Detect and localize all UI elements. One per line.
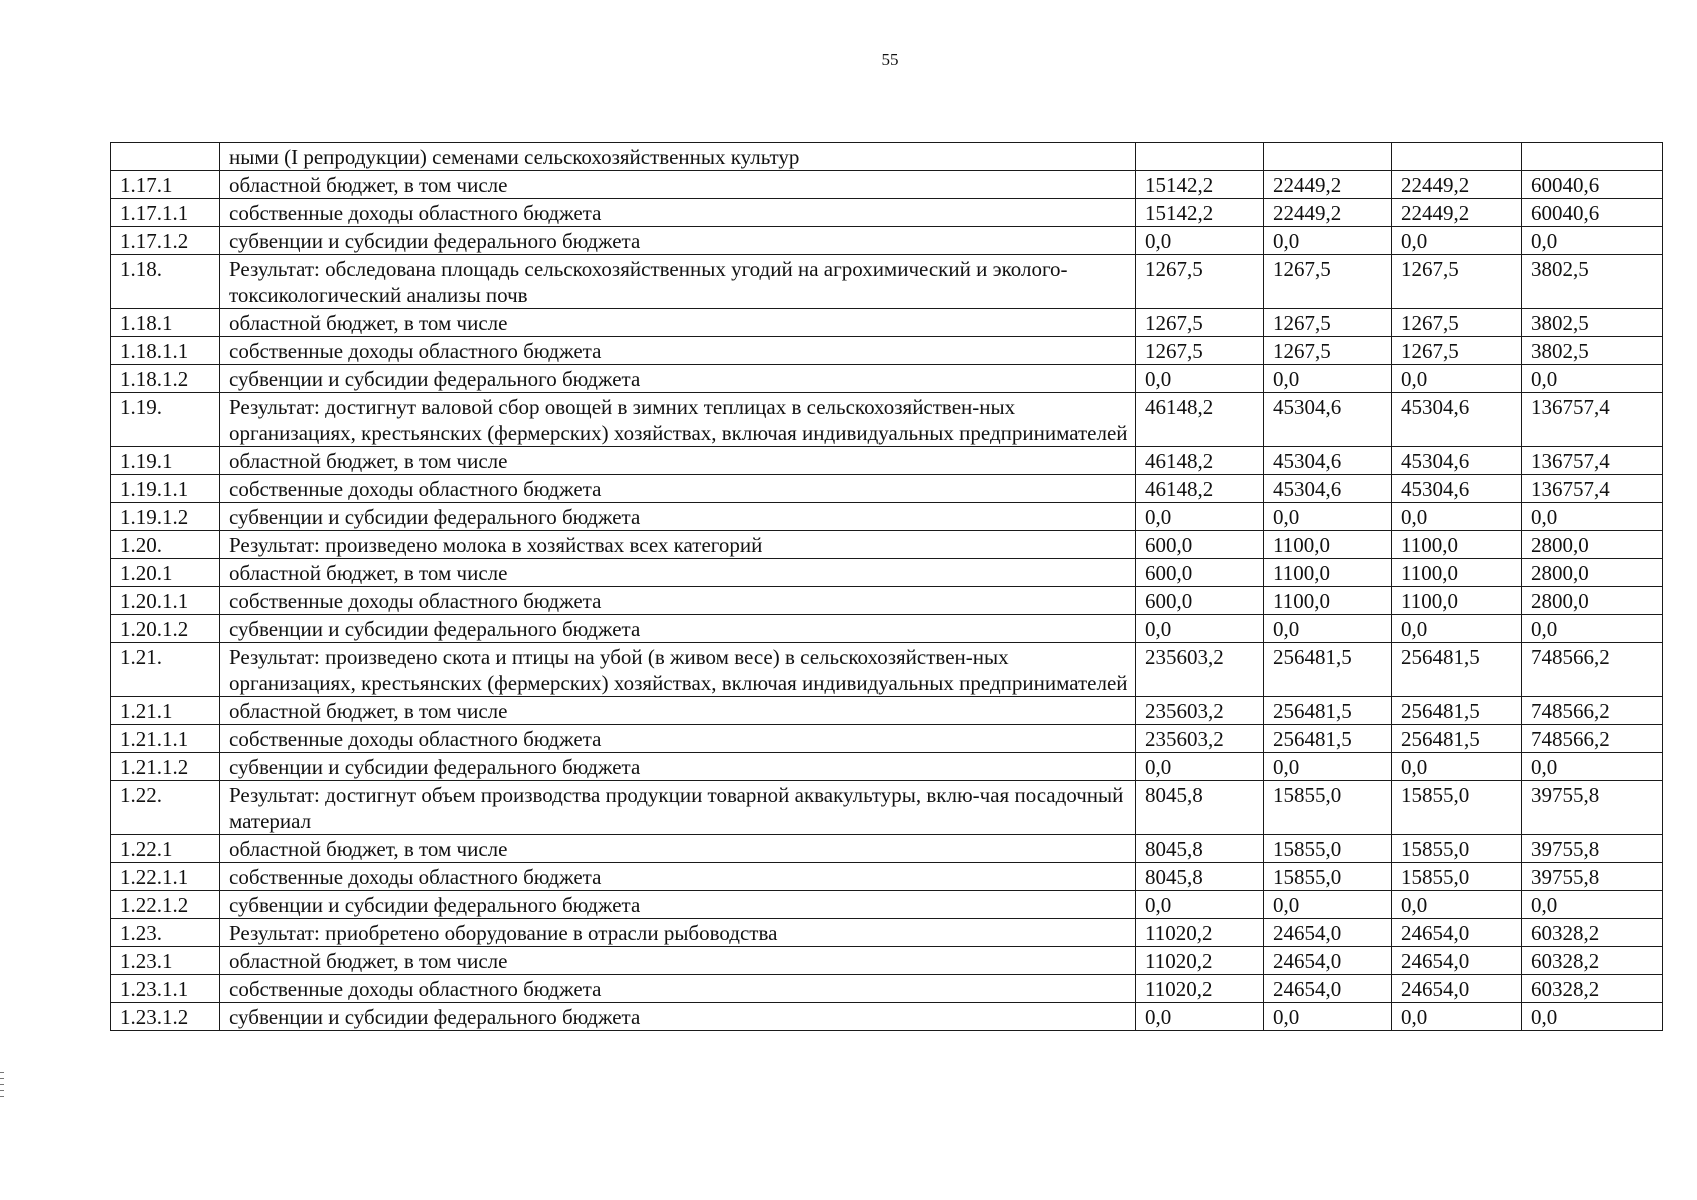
row-code: 1.21.1.2 (111, 753, 220, 781)
value-year-3: 22449,2 (1392, 171, 1522, 199)
value-total: 0,0 (1522, 753, 1663, 781)
value-year-2: 15855,0 (1264, 781, 1392, 835)
value-total: 748566,2 (1522, 697, 1663, 725)
value-total: 60328,2 (1522, 947, 1663, 975)
value-year-3: 0,0 (1392, 365, 1522, 393)
row-code: 1.20.1.2 (111, 615, 220, 643)
value-year-2: 0,0 (1264, 227, 1392, 255)
value-year-3: 24654,0 (1392, 975, 1522, 1003)
value-year-1: 1267,5 (1136, 337, 1264, 365)
table-row (111, 199, 1663, 227)
value-total: 0,0 (1522, 891, 1663, 919)
row-description: областной бюджет, в том числе (220, 697, 1136, 725)
row-description: областной бюджет, в том числе (220, 171, 1136, 199)
value-year-3: 256481,5 (1392, 697, 1522, 725)
value-year-3: 0,0 (1392, 615, 1522, 643)
table-row (111, 531, 1663, 559)
row-description: собственные доходы областного бюджета (220, 725, 1136, 753)
value-year-2: 22449,2 (1264, 171, 1392, 199)
value-year-3: 45304,6 (1392, 475, 1522, 503)
table-row (111, 171, 1663, 199)
row-description: собственные доходы областного бюджета (220, 475, 1136, 503)
table-row (111, 365, 1663, 393)
scan-edge-mark (0, 1084, 4, 1085)
value-total: 60328,2 (1522, 919, 1663, 947)
value-total: 39755,8 (1522, 781, 1663, 835)
table-row (111, 863, 1663, 891)
value-year-2: 45304,6 (1264, 393, 1392, 447)
table-row (111, 891, 1663, 919)
value-year-2: 24654,0 (1264, 919, 1392, 947)
value-year-3: 0,0 (1392, 227, 1522, 255)
row-description: собственные доходы областного бюджета (220, 337, 1136, 365)
value-total: 60040,6 (1522, 199, 1663, 227)
row-code: 1.19.1.2 (111, 503, 220, 531)
value-total: 0,0 (1522, 227, 1663, 255)
value-year-2: 1267,5 (1264, 255, 1392, 309)
value-year-3: 15855,0 (1392, 781, 1522, 835)
value-year-1: 8045,8 (1136, 781, 1264, 835)
value-year-2: 0,0 (1264, 1003, 1392, 1031)
value-year-1 (1136, 143, 1264, 171)
value-year-1: 15142,2 (1136, 171, 1264, 199)
row-description: областной бюджет, в том числе (220, 559, 1136, 587)
value-total: 3802,5 (1522, 309, 1663, 337)
value-total: 748566,2 (1522, 725, 1663, 753)
value-total: 136757,4 (1522, 475, 1663, 503)
value-year-1: 0,0 (1136, 753, 1264, 781)
row-code: 1.18. (111, 255, 220, 309)
value-total (1522, 143, 1663, 171)
value-year-1: 600,0 (1136, 559, 1264, 587)
row-code: 1.21.1 (111, 697, 220, 725)
value-year-3: 256481,5 (1392, 725, 1522, 753)
value-total: 136757,4 (1522, 447, 1663, 475)
value-year-1: 0,0 (1136, 503, 1264, 531)
row-description: Результат: обследована площадь сельскохозяйственных угодий на агрохимический и эколого-токсикологический анализы почв (220, 255, 1136, 309)
table-body (111, 143, 1663, 1031)
value-year-3: 0,0 (1392, 753, 1522, 781)
table-row (111, 337, 1663, 365)
value-year-3: 1100,0 (1392, 531, 1522, 559)
table-row (111, 615, 1663, 643)
row-code: 1.22. (111, 781, 220, 835)
value-total: 136757,4 (1522, 393, 1663, 447)
row-description: субвенции и субсидии федерального бюджета (220, 365, 1136, 393)
value-year-2: 0,0 (1264, 891, 1392, 919)
row-description: областной бюджет, в том числе (220, 447, 1136, 475)
value-year-3: 15855,0 (1392, 835, 1522, 863)
value-year-3: 1267,5 (1392, 255, 1522, 309)
row-description: собственные доходы областного бюджета (220, 863, 1136, 891)
value-year-3: 0,0 (1392, 503, 1522, 531)
row-description: областной бюджет, в том числе (220, 835, 1136, 863)
value-total: 0,0 (1522, 1003, 1663, 1031)
value-year-1: 0,0 (1136, 1003, 1264, 1031)
table-row (111, 643, 1663, 697)
value-total: 0,0 (1522, 365, 1663, 393)
table-row (111, 227, 1663, 255)
table-row (111, 503, 1663, 531)
value-total: 3802,5 (1522, 337, 1663, 365)
row-code: 1.19.1.1 (111, 475, 220, 503)
row-code: 1.23.1.1 (111, 975, 220, 1003)
value-year-2: 256481,5 (1264, 697, 1392, 725)
row-code: 1.20.1.1 (111, 587, 220, 615)
value-year-3: 24654,0 (1392, 919, 1522, 947)
value-year-2: 256481,5 (1264, 725, 1392, 753)
value-total: 2800,0 (1522, 531, 1663, 559)
row-description: собственные доходы областного бюджета (220, 587, 1136, 615)
table-row (111, 697, 1663, 725)
row-code: 1.17.1.1 (111, 199, 220, 227)
table-row (111, 947, 1663, 975)
row-code: 1.22.1.2 (111, 891, 220, 919)
table-row (111, 143, 1663, 171)
table-row (111, 835, 1663, 863)
value-year-1: 0,0 (1136, 891, 1264, 919)
table-row (111, 919, 1663, 947)
value-year-3: 15855,0 (1392, 863, 1522, 891)
row-description: субвенции и субсидии федерального бюджета (220, 503, 1136, 531)
row-description: Результат: достигнут объем производства продукции товарной аквакультуры, вклю-чая посадочный материал (220, 781, 1136, 835)
value-year-2 (1264, 143, 1392, 171)
value-year-2: 1100,0 (1264, 559, 1392, 587)
row-code: 1.20.1 (111, 559, 220, 587)
value-total: 2800,0 (1522, 559, 1663, 587)
value-total: 39755,8 (1522, 835, 1663, 863)
row-description: субвенции и субсидии федерального бюджета (220, 753, 1136, 781)
value-year-3: 24654,0 (1392, 947, 1522, 975)
value-year-2: 0,0 (1264, 365, 1392, 393)
row-description: Результат: произведено молока в хозяйствах всех категорий (220, 531, 1136, 559)
value-year-2: 0,0 (1264, 615, 1392, 643)
value-total: 2800,0 (1522, 587, 1663, 615)
value-year-2: 24654,0 (1264, 947, 1392, 975)
row-code: 1.23.1 (111, 947, 220, 975)
value-total: 0,0 (1522, 615, 1663, 643)
value-year-1: 235603,2 (1136, 725, 1264, 753)
table-row (111, 781, 1663, 835)
value-year-2: 45304,6 (1264, 447, 1392, 475)
budget-table (110, 142, 1663, 1031)
scan-edge-mark (0, 1078, 4, 1079)
row-code: 1.17.1.2 (111, 227, 220, 255)
value-year-2: 256481,5 (1264, 643, 1392, 697)
value-year-3: 1100,0 (1392, 559, 1522, 587)
table-row (111, 393, 1663, 447)
value-year-1: 15142,2 (1136, 199, 1264, 227)
value-year-1: 1267,5 (1136, 255, 1264, 309)
value-year-3: 1267,5 (1392, 309, 1522, 337)
value-year-2: 0,0 (1264, 503, 1392, 531)
row-description: Результат: достигнут валовой сбор овощей в зимних теплицах в сельскохозяйствен-ных организациях, крестьянских (фермерских) хозяйствах, включая индивидуальных предпринимателей (220, 393, 1136, 447)
row-description: Результат: произведено скота и птицы на убой (в живом весе) в сельскохозяйствен-ных организациях, крестьянских (фермерских) хозяйствах, включая индивидуальных предпринимателей (220, 643, 1136, 697)
page-number: 55 (881, 50, 899, 69)
row-code: 1.18.1.1 (111, 337, 220, 365)
value-year-1: 600,0 (1136, 531, 1264, 559)
value-total: 3802,5 (1522, 255, 1663, 309)
value-total: 39755,8 (1522, 863, 1663, 891)
row-description: субвенции и субсидии федерального бюджета (220, 891, 1136, 919)
table-row (111, 1003, 1663, 1031)
row-code: 1.21. (111, 643, 220, 697)
value-year-1: 8045,8 (1136, 863, 1264, 891)
table-row (111, 475, 1663, 503)
value-year-1: 600,0 (1136, 587, 1264, 615)
scan-edge-mark (0, 1096, 4, 1097)
table-row (111, 447, 1663, 475)
table-row (111, 309, 1663, 337)
table-row (111, 255, 1663, 309)
table-row (111, 753, 1663, 781)
row-code: 1.22.1 (111, 835, 220, 863)
value-year-2: 45304,6 (1264, 475, 1392, 503)
value-year-1: 1267,5 (1136, 309, 1264, 337)
table-row (111, 975, 1663, 1003)
scan-edge-mark (0, 1072, 4, 1073)
row-description: Результат: приобретено оборудование в отрасли рыбоводства (220, 919, 1136, 947)
scan-edge-mark (0, 1090, 4, 1091)
value-year-3: 256481,5 (1392, 643, 1522, 697)
row-description: субвенции и субсидии федерального бюджета (220, 615, 1136, 643)
value-year-3: 1100,0 (1392, 587, 1522, 615)
value-year-2: 1267,5 (1264, 309, 1392, 337)
value-total: 748566,2 (1522, 643, 1663, 697)
row-description: областной бюджет, в том числе (220, 309, 1136, 337)
value-year-2: 15855,0 (1264, 835, 1392, 863)
row-code: 1.19.1 (111, 447, 220, 475)
value-year-1: 46148,2 (1136, 447, 1264, 475)
row-code: 1.19. (111, 393, 220, 447)
value-year-2: 22449,2 (1264, 199, 1392, 227)
value-year-1: 11020,2 (1136, 975, 1264, 1003)
row-code: 1.23. (111, 919, 220, 947)
value-year-3: 0,0 (1392, 891, 1522, 919)
value-year-1: 0,0 (1136, 365, 1264, 393)
value-year-1: 8045,8 (1136, 835, 1264, 863)
value-year-3: 1267,5 (1392, 337, 1522, 365)
value-year-2: 1100,0 (1264, 531, 1392, 559)
value-year-2: 1100,0 (1264, 587, 1392, 615)
value-year-1: 11020,2 (1136, 947, 1264, 975)
row-code (111, 143, 220, 171)
row-code: 1.18.1 (111, 309, 220, 337)
value-year-1: 0,0 (1136, 227, 1264, 255)
row-code: 1.17.1 (111, 171, 220, 199)
value-year-3: 45304,6 (1392, 447, 1522, 475)
value-year-2: 0,0 (1264, 753, 1392, 781)
value-total: 60040,6 (1522, 171, 1663, 199)
row-description: областной бюджет, в том числе (220, 947, 1136, 975)
value-year-1: 11020,2 (1136, 919, 1264, 947)
row-description: собственные доходы областного бюджета (220, 199, 1136, 227)
value-year-3: 45304,6 (1392, 393, 1522, 447)
value-year-2: 15855,0 (1264, 863, 1392, 891)
value-year-1: 235603,2 (1136, 697, 1264, 725)
row-code: 1.21.1.1 (111, 725, 220, 753)
value-year-1: 46148,2 (1136, 475, 1264, 503)
row-description: субвенции и субсидии федерального бюджета (220, 1003, 1136, 1031)
value-total: 60328,2 (1522, 975, 1663, 1003)
value-year-1: 235603,2 (1136, 643, 1264, 697)
row-description: собственные доходы областного бюджета (220, 975, 1136, 1003)
table-row (111, 725, 1663, 753)
value-year-1: 46148,2 (1136, 393, 1264, 447)
value-year-2: 1267,5 (1264, 337, 1392, 365)
value-year-3: 22449,2 (1392, 199, 1522, 227)
value-year-2: 24654,0 (1264, 975, 1392, 1003)
value-total: 0,0 (1522, 503, 1663, 531)
value-year-3: 0,0 (1392, 1003, 1522, 1031)
row-code: 1.23.1.2 (111, 1003, 220, 1031)
row-description: ными (I репродукции) семенами сельскохозяйственных культур (220, 143, 1136, 171)
row-code: 1.22.1.1 (111, 863, 220, 891)
table-row (111, 559, 1663, 587)
value-year-3 (1392, 143, 1522, 171)
row-code: 1.20. (111, 531, 220, 559)
value-year-1: 0,0 (1136, 615, 1264, 643)
row-description: субвенции и субсидии федерального бюджета (220, 227, 1136, 255)
table-row (111, 587, 1663, 615)
row-code: 1.18.1.2 (111, 365, 220, 393)
